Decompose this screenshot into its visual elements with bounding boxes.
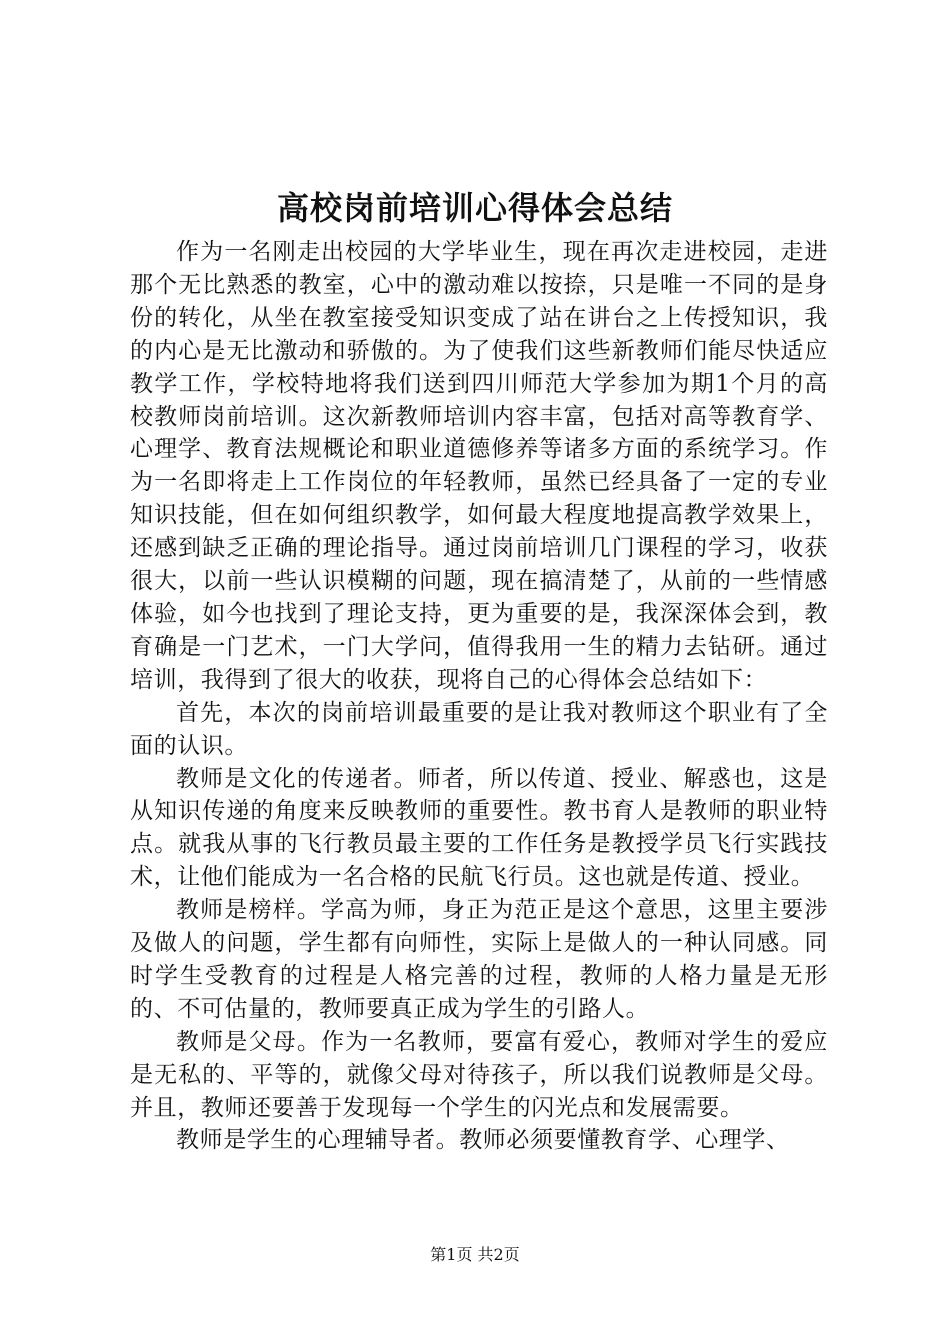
page-number-footer: 第1页 共2页 <box>430 1245 520 1264</box>
document-body <box>130 236 828 1157</box>
document-title: 高校岗前培训心得体会总结 <box>276 189 673 227</box>
paragraph-intro: 作为一名刚走出校园的大学毕业生，现在再次走进校园，走进那个无比熟悉的教室，心中的激动难以按捺，只是唯一不同的是身份的转化，从坐在教室接受知识变成了站在讲台之上传授知识，我的内心是无比激动和骄傲的。为了使我们这些新教师们能尽快适应教学工作，学校特地将我们送到四川师范大学参加为期1个月的高校教师岗前培训。这次新教师培训内容丰富，包括对高等教育学、心理学、教育法规概论和职业道德修养等诸多方面的系统学习。作为一名即将走上工作岗位的年轻教师，虽然已经具备了一定的专业知识技能，但在如何组织教学，如何最大程度地提高教学效果上，还感到缺乏正确的理论指导。通过岗前培训几门课程的学习，收获很大，以前一些认识模糊的问题，现在搞清楚了，从前的一些情感体验，如今也找到了理论支持，更为重要的是，我深深体会到，教育确是一门艺术，一门大学问，值得我用一生的精力去钻研。通过培训，我得到了很大的收获，现将自己的心得体会总结如下： <box>130 239 828 693</box>
paragraph-teacher-transmitter: 教师是文化的传递者。师者，所以传道、授业、解惑也，这是从知识传递的角度来反映教师的重要性。教书育人是教师的职业特点。就我从事的飞行教员最主要的工作任务是教授学员飞行实践技术，让他们能成为一名合格的民航飞行员。这也就是传道、授业。 <box>130 765 828 891</box>
paragraph-teacher-role-model: 教师是榜样。学高为师，身正为范正是这个意思，这里主要涉及做人的问题，学生都有向师性，实际上是做人的一种认同感。同时学生受教育的过程是人格完善的过程，教师的人格力量是无形的、不可估量的，教师要真正成为学生的引路人。 <box>130 897 828 1022</box>
paragraph-first: 首先，本次的岗前培训最重要的是让我对教师这个职业有了全面的认识。 <box>130 699 828 759</box>
paragraph-teacher-counselor: 教师是学生的心理辅导者。教师必须要懂教育学、心理学、 <box>176 1127 790 1154</box>
paragraph-teacher-parent: 教师是父母。作为一名教师，要富有爱心，教师对学生的爱应是无私的、平等的，就像父母对待孩子，所以我们说教师是父母。并且，教师还要善于发现每一个学生的闪光点和发展需要。 <box>130 1028 828 1121</box>
